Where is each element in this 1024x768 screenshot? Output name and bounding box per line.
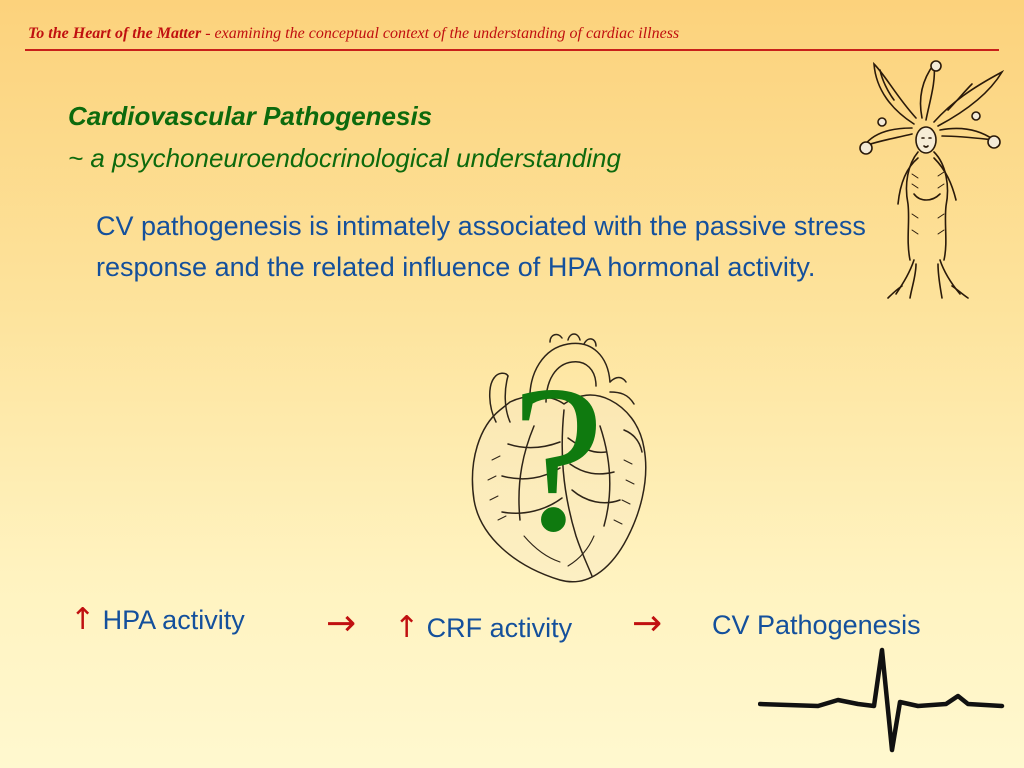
header-divider: [25, 49, 999, 51]
flow-step-crf-label: CRF activity: [426, 613, 573, 643]
flow-step-cv-label: CV Pathogenesis: [712, 610, 921, 640]
flow-step-crf: [394, 610, 572, 645]
header-title: [28, 25, 679, 43]
ecg-trace-icon: [758, 646, 1006, 756]
up-arrow-icon: ↑: [394, 610, 420, 645]
question-mark: ?: [511, 343, 605, 575]
slide-title: Cardiovascular Pathogenesis: [68, 101, 433, 131]
header-separator: -: [201, 25, 215, 42]
body-paragraph: CV pathogenesis is intimately associated with the passive stress response and the related influence of HPA hormonal activity.: [96, 211, 866, 282]
right-arrow-icon: →: [632, 603, 663, 644]
mandrake-illustration: [852, 54, 1004, 300]
header-title-bold: To the Heart of the Matter: [28, 25, 202, 42]
subtitle-text: a psychoneuroendocrinological understanding: [90, 143, 621, 173]
right-arrow-icon: →: [326, 603, 357, 644]
up-arrow-icon: ↑: [70, 602, 96, 637]
flow-step-hpa-label: HPA activity: [102, 605, 245, 635]
subtitle-prefix: ~: [68, 143, 91, 173]
slide-subtitle: [68, 143, 621, 174]
header-subtitle: examining the conceptual context of the understanding of cardiac illness: [214, 25, 680, 42]
flow-step-hpa: [70, 602, 245, 637]
